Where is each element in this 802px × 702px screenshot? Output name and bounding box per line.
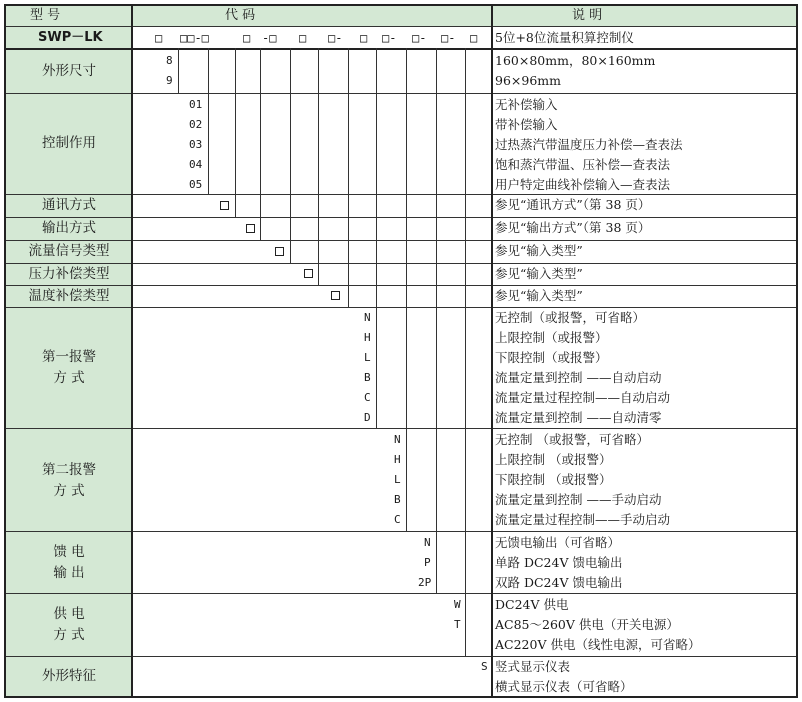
alarm2-desc-2: 下限控制 （或报警） <box>495 472 612 487</box>
power-code-T: T <box>454 618 461 631</box>
size-desc-1: 96×96mm <box>495 73 561 88</box>
alarm2-desc-1: 上限控制 （或报警） <box>495 452 612 467</box>
row-label-feed-line1: 馈 电 <box>53 544 85 560</box>
alarm1-desc-2: 下限控制（或报警） <box>495 350 608 365</box>
alarm2-code-H: H <box>394 453 401 466</box>
header-description: 说 明 <box>572 8 603 23</box>
pressure-code-box <box>304 269 313 278</box>
model-code-seg-7: □- <box>382 31 397 45</box>
alarm2-desc-0: 无控制 （或报警，可省略） <box>495 432 649 447</box>
row-label-alarm1-line1: 第一报警 <box>42 349 96 365</box>
header-code: 代 码 <box>225 8 256 23</box>
row-label-power-line2: 方 式 <box>53 627 85 643</box>
model-code-seg-2: □ <box>243 31 251 45</box>
model-code-seg-1: □□-□ <box>180 31 209 45</box>
feed-code-P: P <box>424 556 431 569</box>
power-desc-0: DC24V 供电 <box>495 597 569 612</box>
feed-code-N: N <box>424 536 431 549</box>
size-desc-0: 160×80mm，80×160mm <box>495 53 656 68</box>
header-row-bg <box>6 6 796 26</box>
row-label-comm: 通讯方式 <box>42 197 96 213</box>
temp-code-box <box>331 291 340 300</box>
alarm1-code-D: D <box>364 411 371 424</box>
alarm2-code-L: L <box>394 473 401 486</box>
feed-code-2P: 2P <box>418 576 432 589</box>
flow-desc: 参见“输入类型” <box>495 243 583 258</box>
row-label-alarm2-line1: 第二报警 <box>42 462 96 478</box>
alarm2-code-B: B <box>394 493 401 506</box>
alarm1-code-N: N <box>364 311 371 324</box>
alarm2-desc-4: 流量定量过程控制——手动启动 <box>495 512 671 527</box>
output-code-box <box>246 224 255 233</box>
power-desc-2: AC220V 供电（线性电源，可省略） <box>495 637 701 652</box>
control-code-03: 03 <box>189 138 203 151</box>
comm-code-box <box>220 201 229 210</box>
row-label-alarm2-line2: 方 式 <box>53 483 85 499</box>
model-code-seg-0: □ <box>155 31 163 45</box>
row-label-control: 控制作用 <box>42 135 96 151</box>
row-label-temp: 温度补偿类型 <box>28 288 110 304</box>
output-desc: 参见“输出方式”（第 38 页） <box>495 220 651 235</box>
control-desc-0: 无补偿输入 <box>495 97 558 112</box>
control-code-05: 05 <box>189 178 203 191</box>
comm-desc: 参见“通讯方式”（第 38 页） <box>495 197 651 212</box>
model-code-seg-3: -□ <box>262 31 277 45</box>
feed-desc-0: 无馈电输出（可省略） <box>495 535 621 550</box>
control-code-02: 02 <box>189 118 203 131</box>
alarm2-code-N: N <box>394 433 401 446</box>
control-desc-1: 带补偿输入 <box>495 117 558 132</box>
power-desc-1: AC85～260V 供电（开关电源） <box>495 617 679 632</box>
control-desc-3: 饱和蒸汽带温、压补偿—查表法 <box>495 157 671 172</box>
model-code-seg-4: □ <box>299 31 307 45</box>
row-label-pressure: 压力补偿类型 <box>28 266 110 282</box>
flow-code-box <box>275 247 284 256</box>
temp-desc: 参见“输入类型” <box>495 288 583 303</box>
header-model: 型 号 <box>30 8 61 23</box>
model-code-seg-8: □- <box>412 31 427 45</box>
row-label-shape: 外形特征 <box>42 668 96 684</box>
shape-code-S: S <box>481 660 488 673</box>
alarm1-desc-0: 无控制（或报警，可省略） <box>495 310 646 325</box>
model-description: 5位+8位流量积算控制仪 <box>495 30 634 45</box>
alarm1-code-B: B <box>364 371 371 384</box>
power-code-W: W <box>454 598 461 611</box>
model-code-seg-9: □- <box>441 31 456 45</box>
control-desc-4: 用户特定曲线补偿输入—查表法 <box>495 177 671 192</box>
control-code-04: 04 <box>189 158 203 171</box>
alarm1-desc-3: 流量定量到控制 ——自动启动 <box>495 370 662 385</box>
row-label-feed-line2: 输 出 <box>53 565 85 581</box>
shape-desc-0: 竖式显示仪表 <box>495 659 571 674</box>
pressure-desc: 参见“输入类型” <box>495 266 583 281</box>
shape-desc-1: 横式显示仪表（可省略） <box>495 679 633 694</box>
row-label-power-line1: 供 电 <box>53 606 85 622</box>
alarm1-desc-4: 流量定量过程控制——自动启动 <box>495 390 671 405</box>
row-label-alarm1-line2: 方 式 <box>53 370 85 386</box>
model-code-seg-10: □ <box>470 31 478 45</box>
control-code-01: 01 <box>189 98 203 111</box>
model-code-seg-5: □- <box>328 31 343 45</box>
alarm1-desc-1: 上限控制（或报警） <box>495 330 608 345</box>
model-code-seg-6: □ <box>360 31 368 45</box>
alarm2-desc-3: 流量定量到控制 ——手动启动 <box>495 492 662 507</box>
alarm1-code-H: H <box>364 331 371 344</box>
row-label-output: 输出方式 <box>42 220 96 236</box>
feed-desc-2: 双路 DC24V 馈电输出 <box>495 575 623 590</box>
size-code-8: 8 <box>166 54 173 67</box>
alarm1-desc-5: 流量定量到控制 ——自动清零 <box>495 410 662 425</box>
model-name: SWP－LK <box>38 30 103 45</box>
row-label-flow: 流量信号类型 <box>28 243 110 259</box>
control-desc-2: 过热蒸汽带温度压力补偿—查表法 <box>495 137 683 152</box>
row-label-size: 外形尺寸 <box>42 63 96 79</box>
alarm2-code-C: C <box>394 513 401 526</box>
size-code-9: 9 <box>166 74 173 87</box>
alarm1-code-L: L <box>364 351 371 364</box>
feed-desc-1: 单路 DC24V 馈电输出 <box>495 555 623 570</box>
alarm1-code-C: C <box>364 391 371 404</box>
